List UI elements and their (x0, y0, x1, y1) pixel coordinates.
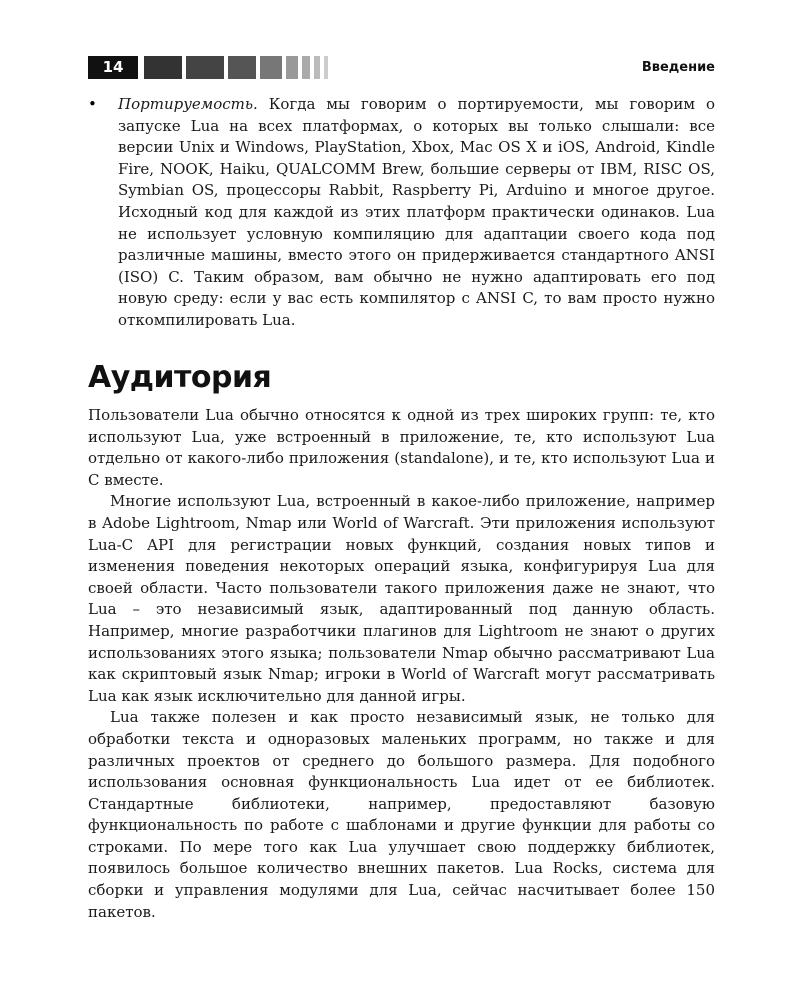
section-body (88, 405, 715, 923)
header-gradient-bar (324, 56, 328, 79)
page-number: 14 (88, 56, 138, 79)
header-gradient-bar (260, 56, 282, 79)
bullet-text: Когда мы говорим о портируемости, мы говорим о запуске Lua на всех платформах, о которых вы только слышали: все версии Unix и Windows, PlayStation, Xbox, Mac OS X и iOS, Android, Kindle Fire, NOOK, Haiku, QUALCOMM Brew, большие серверы от IBM, RISC OS, Symbian OS, процессоры Rabbit, Raspberry Pi, Arduino и многое другое. Исходный код для каждой из этих платформ практически одинаков. Lua не использует условную компиляцию для адаптации своего кода под различные машины, вместо этого он придерживается стандартного ANSI (ISO) C. Таким образом, вам обычно не нужно адаптировать его под новую среду: если у вас есть компилятор с ANSI C, то вам просто нужно откомпилировать Lua. (118, 95, 715, 329)
header-gradient-bar (286, 56, 298, 79)
header-gradient-bar (302, 56, 310, 79)
section-heading: Аудитория (88, 360, 272, 395)
paragraph: Lua также полезен и как просто независимый язык, не только для обработки текста и одноразовых маленьких программ, но также и для различных проектов от среднего до большого размера. Для подобного использования основная функциональность Lua идет от ее библиотек. Стандартные библиотеки, например, предоставляют базовую функциональность по работе с шаблонами и другие функции для работы со строками. По мере того как Lua улучшает свою поддержку библиотек, появилось большое количество внешних пакетов. Lua Rocks, система для сборки и управления модулями для Lua, сейчас насчитывает более 150 пакетов. (88, 708, 715, 921)
header-gradient-bar (314, 56, 320, 79)
header-gradient-bar (228, 56, 256, 79)
bullet-title: Портируемость. (118, 95, 258, 113)
bullet-item-portability (88, 94, 715, 332)
header-gradient-bar (144, 56, 182, 79)
paragraph: Пользователи Lua обычно относятся к одной из трех широких групп: те, кто используют Lua, уже встроенный в приложение, те, кто используют Lua отдельно от какого-либо приложения (standalone), и те, кто используют Lua и C вместе. (88, 406, 715, 489)
header-gradient-bar (186, 56, 224, 79)
paragraph: Многие используют Lua, встроенный в какое-либо приложение, например в Adobe Lightroom, Nmap или World of Warcraft. Эти приложения используют Lua-C API для регистрации новых функций, создания новых типов и изменения поведения некоторых операций языка, конфигурируя Lua для своей области. Часто пользователи такого приложения даже не знают, что Lua – это независимый язык, адаптированный под данную область. Например, многие разработчики плагинов для Lightroom не знают о других использованиях этого языка; пользователи Nmap обычно рассматривают Lua как скриптовый язык Nmap; игроки в World of Warcraft могут рассматривать Lua как язык исключительно для данной игры. (88, 492, 715, 705)
running-section-title: Введение (641, 60, 715, 75)
bullet-icon: • (88, 95, 97, 113)
page-header (88, 56, 715, 79)
bullet-paragraph (118, 94, 715, 332)
